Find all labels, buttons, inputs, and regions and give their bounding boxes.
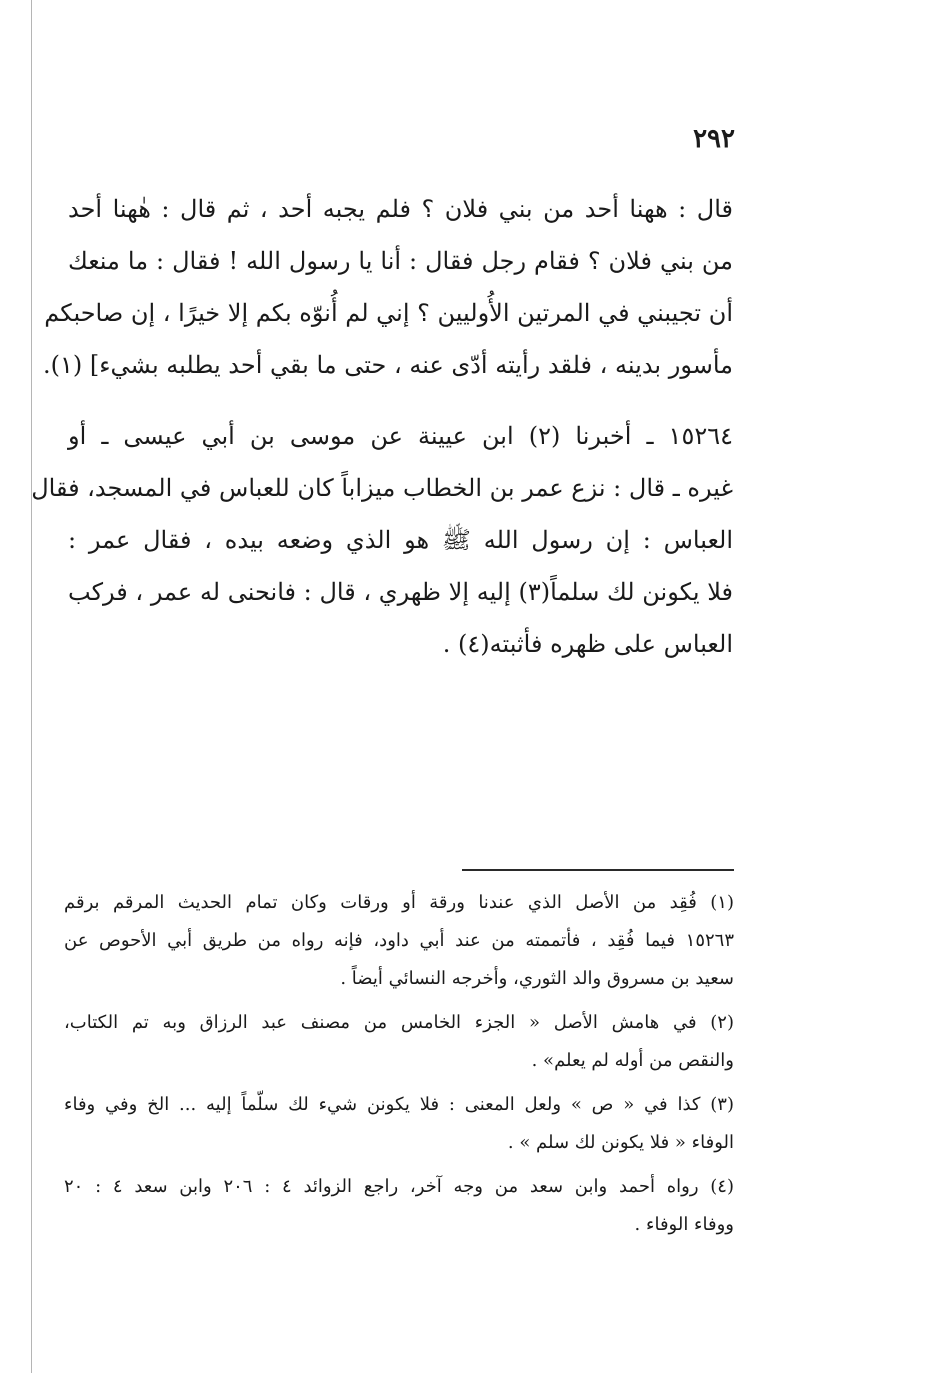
hadith-15264 — [31, 410, 734, 670]
text-line: فلا يكونن لك سلماً(٣) إليه إلا ظهري ، قال : فانحنى له عمر ، فركب — [68, 578, 734, 606]
footnote-line: والنقص من أوله لم يعلم» . — [531, 1050, 734, 1071]
text-line: أن تجيبني في المرتين الأُوليين ؟ إني لم أُنوّه بكم إلا خيرًا ، إن صاحبكم — [44, 299, 733, 327]
footnote-line: ١٥٢٦٣ فيما فُقِد ، فأتممته من عند أبي داود، فإنه رواه من طريق أبي الأحوص عن — [64, 930, 734, 951]
footnote-1 — [64, 884, 734, 998]
footnote-line: (١) فُقِد من الأصل الذي عندنا ورقة أو ورقات وكان تمام الحديث المرقم برقم — [64, 892, 734, 913]
footnote-2 — [64, 1004, 734, 1080]
footnote-line: (٣) كذا في « ص » ولعل المعنى : فلا يكونن شيء لك سلّماً إليه ... الخ وفي وفاء — [64, 1094, 734, 1115]
footnote-4 — [64, 1168, 734, 1244]
text-line: مأسور بدينه ، فلقد رأيته أدّى عنه ، حتى ما بقي أحد يطلبه بشيء] (١). — [43, 351, 733, 379]
footnote-separator — [462, 869, 734, 871]
footnote-line: الوفاء « فلا يكونن لك سلم » . — [507, 1132, 734, 1153]
paragraph-1 — [43, 183, 733, 391]
text-line: العباس : إن رسول الله ﷺ هو الذي وضعه بيده ، فقال عمر : — [68, 526, 733, 554]
text-line: من بني فلان ؟ فقام رجل فقال : أنا يا رسول الله ! فقال : ما منعك — [68, 247, 733, 275]
footnotes — [64, 884, 734, 1244]
text-line: العباس على ظهره فأثبته(٤) . — [442, 630, 733, 658]
footnote-line: سعيد بن مسروق والد الثوري، وأخرجه النسائي أيضاً . — [340, 968, 734, 989]
footnote-line: (٤) رواه أحمد وابن سعد من وجه آخر، راجع الزوائد ٤ : ٢٠٦ وابن سعد ٤ : ٢٠ — [64, 1176, 734, 1197]
margin-rule — [31, 0, 32, 1373]
page-number: ٢٩٢ — [693, 124, 735, 154]
text-line: غيره ـ قال : نزع عمر بن الخطاب ميزاباً كان للعباس في المسجد، فقال — [31, 474, 733, 502]
footnote-line: (٢) في هامش الأصل « الجزء الخامس من مصنف عبد الرزاق وبه تم الكتاب، — [64, 1012, 734, 1033]
footnote-3 — [64, 1086, 734, 1162]
text-line: ١٥٢٦٤ ـ أخبرنا (٢) ابن عيينة عن موسى بن أبي عيسى ـ أو — [68, 422, 733, 450]
footnote-line: ووفاء الوفاء . — [634, 1214, 734, 1235]
text-line: قال : ههنا أحد من بني فلان ؟ فلم يجبه أحد ، ثم قال : هٰهنا أحد — [68, 195, 733, 223]
